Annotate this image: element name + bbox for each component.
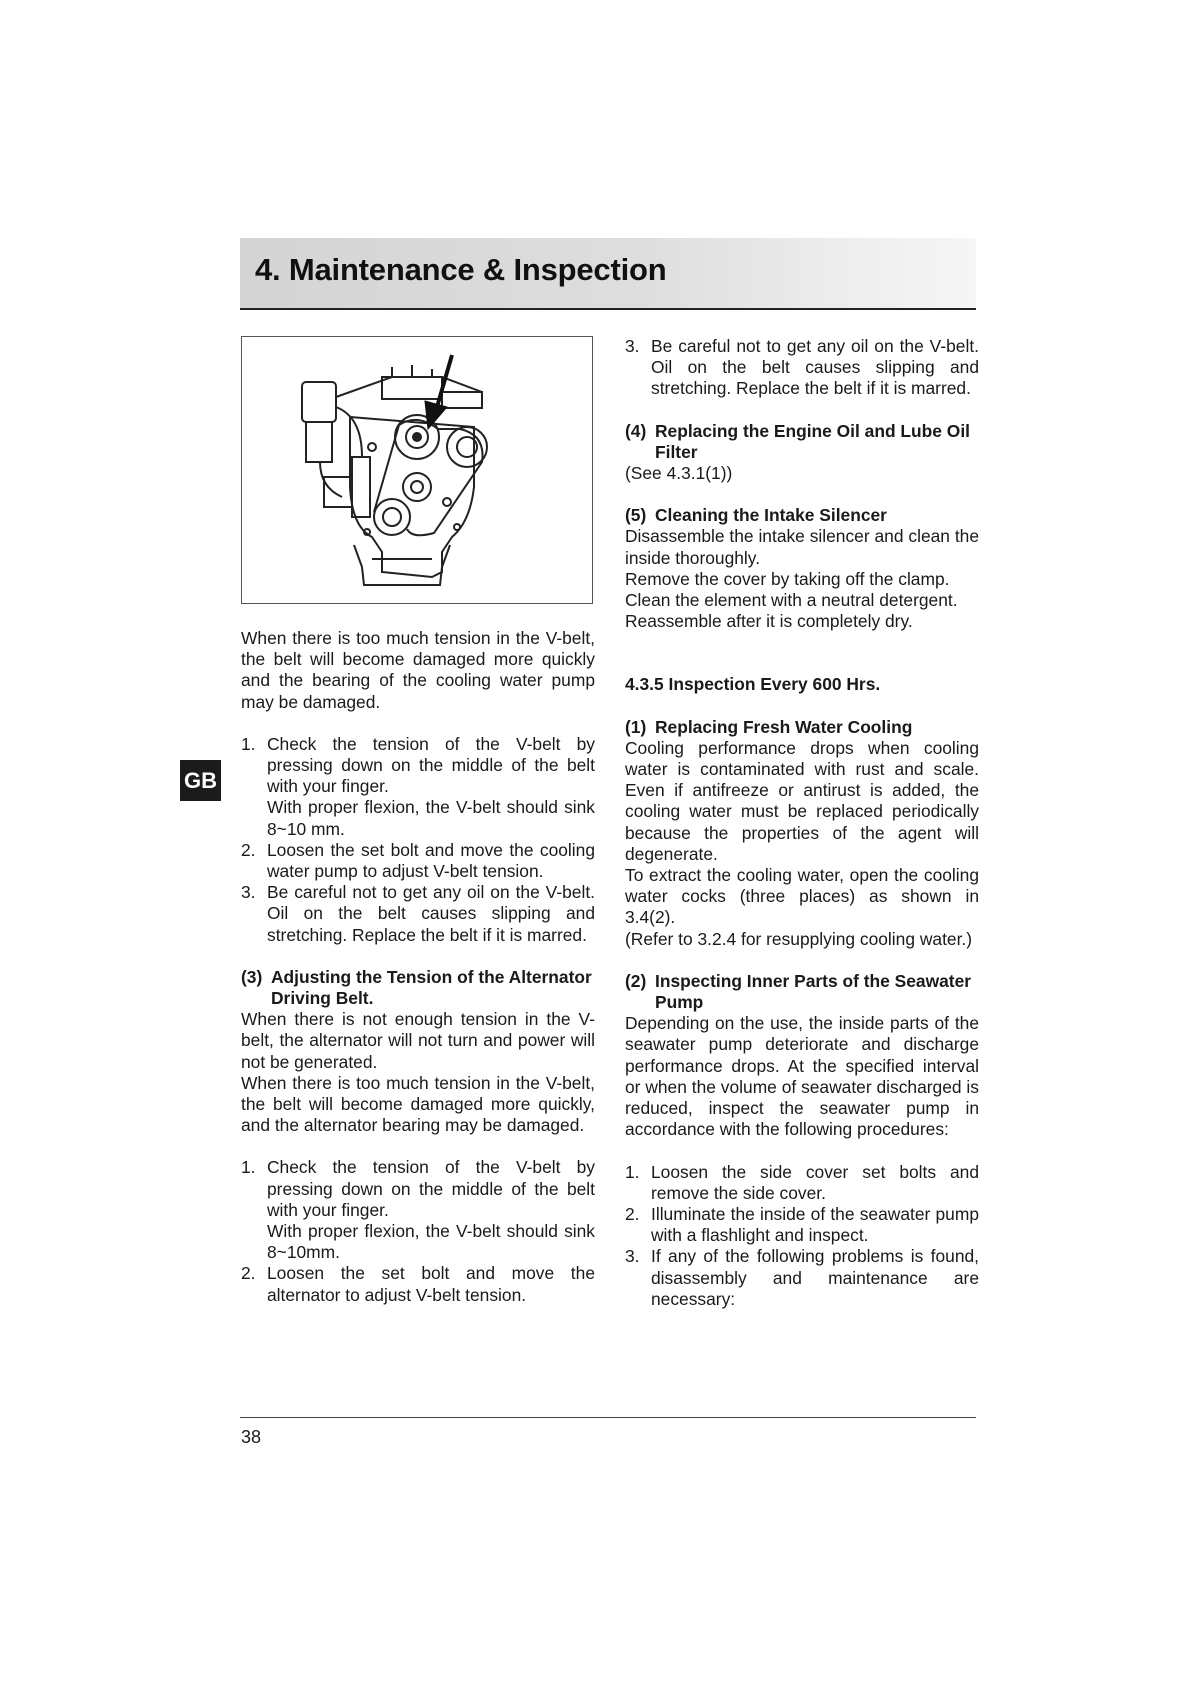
section-paragraph: To extract the cooling water, open the cooling water cocks (three places) as shown in 3.4(2). — [625, 865, 979, 928]
list-number: 1. — [241, 733, 256, 754]
section-paragraph: Depending on the use, the inside parts of the seawater pump deteriorate and discharge performance drops. At the specified interval or when the volume of seawater discharged is reduced, inspect the seawater pump in accordance with the following procedures: — [625, 1013, 979, 1140]
section-heading-1 — [625, 717, 979, 738]
section-paragraph: Disassemble the intake silencer and clean the inside thoroughly. — [625, 526, 979, 568]
list-number: 3. — [241, 882, 256, 903]
section-title: Replacing the Engine Oil and Lube Oil Filter — [655, 420, 970, 462]
section-tag: (1) — [625, 716, 647, 737]
list-number: 1. — [625, 1161, 640, 1182]
section-paragraph: Reassemble after it is completely dry. — [625, 611, 913, 632]
section-paragraph: (Refer to 3.2.4 for resupplying cooling water.) — [625, 928, 973, 949]
list-item — [241, 1263, 595, 1305]
section-tag: (3) — [241, 966, 263, 987]
alternator-belt-list — [241, 1157, 595, 1305]
section-title: Replacing Fresh Water Cooling — [655, 716, 913, 737]
list-item — [625, 1204, 979, 1246]
language-tab: GB — [180, 760, 221, 801]
section-heading-4 — [625, 421, 979, 463]
section-title: Inspecting Inner Parts of the Seawater Pump — [655, 970, 972, 1013]
section-title: Cleaning the Intake Silencer — [655, 505, 887, 526]
list-text: Illuminate the inside of the seawater pump with a flashlight and inspect. — [651, 1203, 979, 1246]
section-heading-3 — [241, 967, 595, 1009]
section-paragraph: (See 4.3.1(1)) — [625, 463, 733, 484]
list-text: Loosen the set bolt and move the cooling water pump to adjust V-belt tension. — [267, 839, 595, 882]
footer-rule — [240, 1417, 976, 1418]
subsection-heading-435: 4.3.5 Inspection Every 600 Hrs. — [625, 674, 881, 695]
list-text: Loosen the set bolt and move the alternator to adjust V-belt tension. — [267, 1263, 595, 1305]
section-heading-5 — [625, 505, 979, 526]
list-item — [625, 1246, 979, 1310]
page-title: 4. Maintenance & Inspection — [255, 252, 667, 287]
belt-tension-list — [241, 734, 595, 946]
list-text: Check the tension of the V-belt by pressing down on the middle of the belt with your finger. — [267, 733, 595, 797]
belt-care-list — [625, 336, 979, 400]
list-item — [241, 1157, 595, 1263]
list-text: Be careful not to get any oil on the V-belt. Oil on the belt causes slipping and stretching. Replace the belt if it is marred. — [267, 882, 595, 945]
list-number: 2. — [241, 839, 256, 860]
list-number: 3. — [625, 336, 640, 356]
section-paragraph: Clean the element with a neutral detergent. — [625, 590, 958, 611]
list-item — [241, 882, 595, 946]
right-column — [625, 336, 979, 1331]
section-paragraph: When there is not enough tension in the V-belt, the alternator will not turn and power will not be generated. — [241, 1009, 595, 1072]
engine-illustration — [242, 337, 592, 603]
list-number: 3. — [625, 1246, 640, 1267]
section-paragraph: When there is too much tension in the V-belt, the belt will become damaged more quickly, and the alternator bearing may be damaged. — [241, 1072, 595, 1136]
list-text: Loosen the side cover set bolts and remove the side cover. — [651, 1161, 979, 1203]
list-text: Check the tension of the V-belt by pressing down on the middle of the belt with your finger. — [267, 1157, 595, 1220]
left-column — [241, 336, 595, 1327]
list-text: Be careful not to get any oil on the V-belt. Oil on the belt causes slipping and stretching. Replace the belt if it is marred. — [651, 336, 979, 399]
engine-figure — [241, 336, 593, 604]
seawater-pump-list — [625, 1162, 979, 1310]
list-item — [625, 1162, 979, 1204]
list-text: If any of the following problems is found, disassembly and maintenance are necessary: — [651, 1246, 979, 1309]
list-subtext: With proper flexion, the V-belt should sink 8~10 mm. — [267, 797, 595, 839]
section-tag: (5) — [625, 505, 647, 526]
section-paragraph: Cooling performance drops when cooling water is contaminated with rust and scale. Even if antifreeze or antirust is added, the cooling water must be replaced periodically because the properties of the agent will degenerate. — [625, 737, 979, 864]
list-number: 2. — [241, 1263, 256, 1284]
list-item — [241, 840, 595, 882]
page-number: 38 — [241, 1427, 262, 1447]
section-heading-2 — [625, 971, 979, 1013]
list-item — [241, 734, 595, 840]
section-tag: (4) — [625, 420, 647, 441]
list-item — [625, 336, 979, 400]
section-tag: (2) — [625, 970, 647, 991]
intro-paragraph: When there is too much tension in the V-belt, the belt will become damaged more quickly and the bearing of the cooling water pump may be damaged. — [241, 628, 595, 712]
list-subtext: With proper flexion, the V-belt should sink 8~10mm. — [267, 1221, 595, 1263]
section-paragraph: Remove the cover by taking off the clamp. — [625, 568, 950, 589]
section-title: Adjusting the Tension of the Alternator Driving Belt. — [271, 966, 592, 1009]
list-number: 1. — [241, 1157, 256, 1178]
list-number: 2. — [625, 1203, 640, 1224]
